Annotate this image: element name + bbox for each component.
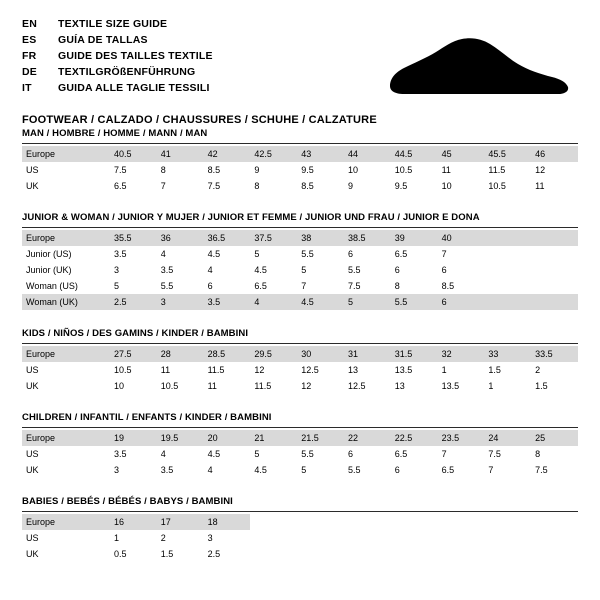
cell: 20 [204, 430, 251, 446]
row-label: UK [26, 181, 39, 191]
cell: 12.5 [347, 381, 366, 391]
cell-empty [531, 514, 578, 530]
cell [531, 278, 578, 294]
cell: 3 [114, 265, 120, 275]
cell: 45 [438, 146, 485, 162]
table-row [22, 446, 578, 462]
section-babies [22, 496, 578, 562]
cell: 42.5 [250, 146, 297, 162]
cell: 10 [347, 165, 358, 175]
cell: 1.5 [160, 549, 174, 559]
cell: 40 [438, 230, 485, 246]
cell-empty [438, 546, 485, 562]
cell: 30 [297, 346, 344, 362]
language-row [22, 82, 213, 98]
cell: 5 [301, 265, 307, 275]
cell: 9.5 [301, 165, 314, 175]
row-label: Europe [22, 346, 110, 362]
cell: 6 [394, 265, 400, 275]
cell: 22.5 [391, 430, 438, 446]
cell: 10.5 [394, 165, 413, 175]
cell: 38.5 [344, 230, 391, 246]
table-row [22, 162, 578, 178]
section-junior-woman [22, 212, 578, 310]
cell: 5.5 [347, 465, 361, 475]
cell: 4 [160, 449, 166, 459]
cell: 12.5 [301, 365, 319, 375]
cell: 8.5 [207, 165, 221, 175]
cell-empty [344, 546, 391, 562]
cell: 6 [207, 281, 213, 291]
cell: 5.5 [160, 281, 174, 291]
cell: 3.5 [114, 249, 127, 259]
size-table [22, 430, 578, 478]
cell-empty [531, 530, 578, 546]
cell: 4.5 [207, 249, 221, 259]
cell [484, 262, 531, 278]
cell: 7 [160, 181, 166, 191]
cell: 10.5 [114, 365, 132, 375]
cell: 7.5 [347, 281, 361, 291]
cell: 4.5 [254, 265, 267, 275]
cell [484, 294, 531, 310]
cell-empty [391, 530, 438, 546]
row-label: Europe [22, 146, 110, 162]
cell: 6 [347, 449, 353, 459]
cell: 4 [207, 465, 213, 475]
cell: 11.5 [254, 381, 272, 391]
section-man [22, 128, 578, 194]
cell: 8 [254, 181, 260, 191]
cell: 7.5 [114, 165, 127, 175]
row-label: Junior (UK) [26, 265, 72, 275]
cell-empty [391, 546, 438, 562]
cell: 2 [160, 533, 166, 543]
row-label: Europe [22, 230, 110, 246]
section-title: MAN / HOMBRE / HOMME / MANN / MAN [22, 128, 578, 144]
language-title: GUÍA DE TALLAS [58, 34, 148, 46]
size-table [22, 230, 578, 310]
cell: 5.5 [391, 294, 438, 310]
category-title: FOOTWEAR / CALZADO / CHAUSSURES / SCHUHE / CALZATURE [22, 114, 377, 126]
cell [484, 278, 531, 294]
cell: 13.5 [394, 365, 413, 375]
language-title: GUIDA ALLE TAGLIE TESSILI [58, 82, 210, 94]
cell: 5.5 [301, 449, 314, 459]
table-row [22, 462, 578, 478]
cell: 29.5 [250, 346, 297, 362]
cell: 18 [204, 514, 251, 530]
cell-empty [297, 546, 344, 562]
cell: 6.5 [394, 249, 408, 259]
row-label: Woman (US) [26, 281, 78, 291]
cell: 5 [301, 465, 307, 475]
language-row [22, 50, 213, 66]
table-row [22, 246, 578, 262]
cell: 6 [441, 265, 447, 275]
cell: 2.5 [207, 549, 221, 559]
cell: 23.5 [438, 430, 485, 446]
cell: 2 [535, 365, 541, 375]
cell: 5 [254, 449, 260, 459]
cell-empty [484, 530, 531, 546]
cell: 44.5 [391, 146, 438, 162]
cell [531, 230, 578, 246]
table-row [22, 230, 578, 246]
cell: 11.5 [488, 165, 506, 175]
cell: 6.5 [254, 281, 267, 291]
cell: 4.5 [207, 449, 221, 459]
cell: 1 [488, 381, 494, 391]
language-row [22, 66, 213, 82]
row-label: Junior (US) [26, 249, 72, 259]
cell: 33 [484, 346, 531, 362]
cell: 11 [441, 165, 451, 175]
section-title: KIDS / NIÑOS / DES GAMINS / KINDER / BAMBINI [22, 328, 578, 344]
cell [531, 262, 578, 278]
cell: 6.5 [394, 449, 408, 459]
cell-empty [344, 514, 391, 530]
cell: 39 [391, 230, 438, 246]
cell: 27.5 [110, 346, 157, 362]
cell: 13 [394, 381, 405, 391]
cell: 9 [347, 181, 353, 191]
cell: 5 [254, 249, 260, 259]
row-label: US [26, 533, 39, 543]
language-code: EN [22, 18, 37, 30]
section-title: BABIES / BEBÉS / BÉBÉS / BABYS / BAMBINI [22, 496, 578, 512]
cell: 46 [531, 146, 578, 162]
cell: 4.5 [254, 465, 267, 475]
cell-empty [484, 514, 531, 530]
cell: 11 [160, 365, 171, 375]
cell: 7 [441, 249, 447, 259]
row-label: Europe [22, 514, 110, 530]
cell: 8 [394, 281, 400, 291]
language-code: DE [22, 66, 37, 78]
cell-empty [531, 546, 578, 562]
cell-empty [484, 546, 531, 562]
cell [531, 246, 578, 262]
cell: 44 [344, 146, 391, 162]
cell: 11 [535, 181, 545, 191]
language-row [22, 18, 213, 34]
cell: 21 [250, 430, 297, 446]
cell: 1.5 [535, 381, 548, 391]
cell: 4 [160, 249, 166, 259]
cell: 3 [114, 465, 120, 475]
language-title: TEXTILGRÖßENFÜHRUNG [58, 66, 196, 78]
cell: 31 [344, 346, 391, 362]
table-row [22, 362, 578, 378]
cell-empty [391, 514, 438, 530]
cell: 5.5 [301, 249, 314, 259]
cell-empty [438, 514, 485, 530]
cell-empty [250, 530, 297, 546]
cell: 32 [438, 346, 485, 362]
cell-empty [438, 530, 485, 546]
cell: 2.5 [110, 294, 157, 310]
table-row [22, 146, 578, 162]
cell: 6 [394, 465, 400, 475]
table-row [22, 430, 578, 446]
cell: 6 [438, 294, 485, 310]
cell: 3.5 [114, 449, 127, 459]
cell: 38 [297, 230, 344, 246]
cell: 5.5 [347, 265, 361, 275]
cell: 10 [114, 381, 125, 391]
cell: 1 [441, 365, 447, 375]
cell: 0.5 [114, 549, 127, 559]
cell: 9 [254, 165, 260, 175]
row-label: US [26, 449, 39, 459]
cell [484, 230, 531, 246]
cell: 37.5 [250, 230, 297, 246]
table-row [22, 514, 578, 530]
cell: 21.5 [297, 430, 344, 446]
row-label: UK [26, 381, 39, 391]
cell: 16 [110, 514, 157, 530]
cell: 17 [157, 514, 204, 530]
cell-empty [297, 530, 344, 546]
cell: 36.5 [204, 230, 251, 246]
table-row [22, 262, 578, 278]
cell-empty [297, 514, 344, 530]
cell: 5 [114, 281, 120, 291]
cell: 4 [250, 294, 297, 310]
section-title: CHILDREN / INFANTIL / ENFANTS / KINDER / BAMBINI [22, 412, 578, 428]
language-code: IT [22, 82, 32, 94]
section-kids [22, 328, 578, 394]
cell: 4 [207, 265, 213, 275]
table-row [22, 294, 578, 310]
cell: 7.5 [488, 449, 501, 459]
cell: 40.5 [110, 146, 157, 162]
cell: 6 [347, 249, 353, 259]
cell: 1 [114, 533, 120, 543]
cell: 8 [535, 449, 541, 459]
language-row [22, 34, 213, 50]
language-code: FR [22, 50, 37, 62]
cell: 3.5 [204, 294, 251, 310]
cell: 13.5 [441, 381, 460, 391]
row-label: US [26, 165, 39, 175]
cell: 11.5 [207, 365, 225, 375]
size-table [22, 146, 578, 194]
cell: 28.5 [204, 346, 251, 362]
row-label: Woman (UK) [22, 294, 110, 310]
cell: 3.5 [160, 265, 174, 275]
cell: 22 [344, 430, 391, 446]
cell: 24 [484, 430, 531, 446]
cell: 6.5 [114, 181, 127, 191]
cell: 41 [157, 146, 204, 162]
table-row [22, 278, 578, 294]
cell: 35.5 [110, 230, 157, 246]
language-title: TEXTILE SIZE GUIDE [58, 18, 168, 30]
cell: 13 [347, 365, 358, 375]
row-label: US [26, 365, 39, 375]
cell [531, 294, 578, 310]
header [22, 18, 578, 126]
cell: 19.5 [157, 430, 204, 446]
cell [484, 246, 531, 262]
cell-empty [250, 514, 297, 530]
cell: 8 [160, 165, 166, 175]
cell: 12 [254, 365, 265, 375]
cell: 3 [207, 533, 213, 543]
cell: 43 [297, 146, 344, 162]
cell: 33.5 [531, 346, 578, 362]
cell: 12 [535, 165, 546, 175]
section-title: JUNIOR & WOMAN / JUNIOR Y MUJER / JUNIOR ET FEMME / JUNIOR UND FRAU / JUNIOR E DONA [22, 212, 578, 228]
cell-empty [250, 546, 297, 562]
table-row [22, 530, 578, 546]
row-label: UK [26, 549, 39, 559]
cell: 7.5 [535, 465, 548, 475]
cell: 6.5 [441, 465, 455, 475]
cell: 19 [110, 430, 157, 446]
cell: 25 [531, 430, 578, 446]
cell: 7 [488, 465, 494, 475]
language-code: ES [22, 34, 37, 46]
cell: 45.5 [484, 146, 531, 162]
cell: 3.5 [160, 465, 174, 475]
row-label: Europe [22, 430, 110, 446]
cell: 1.5 [488, 365, 501, 375]
cell: 3 [157, 294, 204, 310]
section-children [22, 412, 578, 478]
cell: 7.5 [207, 181, 221, 191]
cell: 42 [204, 146, 251, 162]
size-table [22, 514, 578, 562]
row-label: UK [26, 465, 39, 475]
cell: 36 [157, 230, 204, 246]
cell: 8.5 [441, 281, 455, 291]
cell-empty [344, 530, 391, 546]
cell: 31.5 [391, 346, 438, 362]
cell: 10.5 [488, 181, 506, 191]
cell: 11 [207, 381, 217, 391]
language-title-list [22, 18, 213, 98]
cell: 7 [441, 449, 447, 459]
cell: 4.5 [297, 294, 344, 310]
cell: 28 [157, 346, 204, 362]
cell: 7 [301, 281, 307, 291]
dress-shoe-icon [382, 34, 572, 104]
size-table [22, 346, 578, 394]
cell: 5 [344, 294, 391, 310]
table-row [22, 178, 578, 194]
table-row [22, 546, 578, 562]
table-row [22, 378, 578, 394]
cell: 10 [441, 181, 452, 191]
cell: 10.5 [160, 381, 179, 391]
cell: 8.5 [301, 181, 314, 191]
language-title: GUIDE DES TAILLES TEXTILE [58, 50, 213, 62]
cell: 12 [301, 381, 312, 391]
table-row [22, 346, 578, 362]
cell: 9.5 [394, 181, 408, 191]
